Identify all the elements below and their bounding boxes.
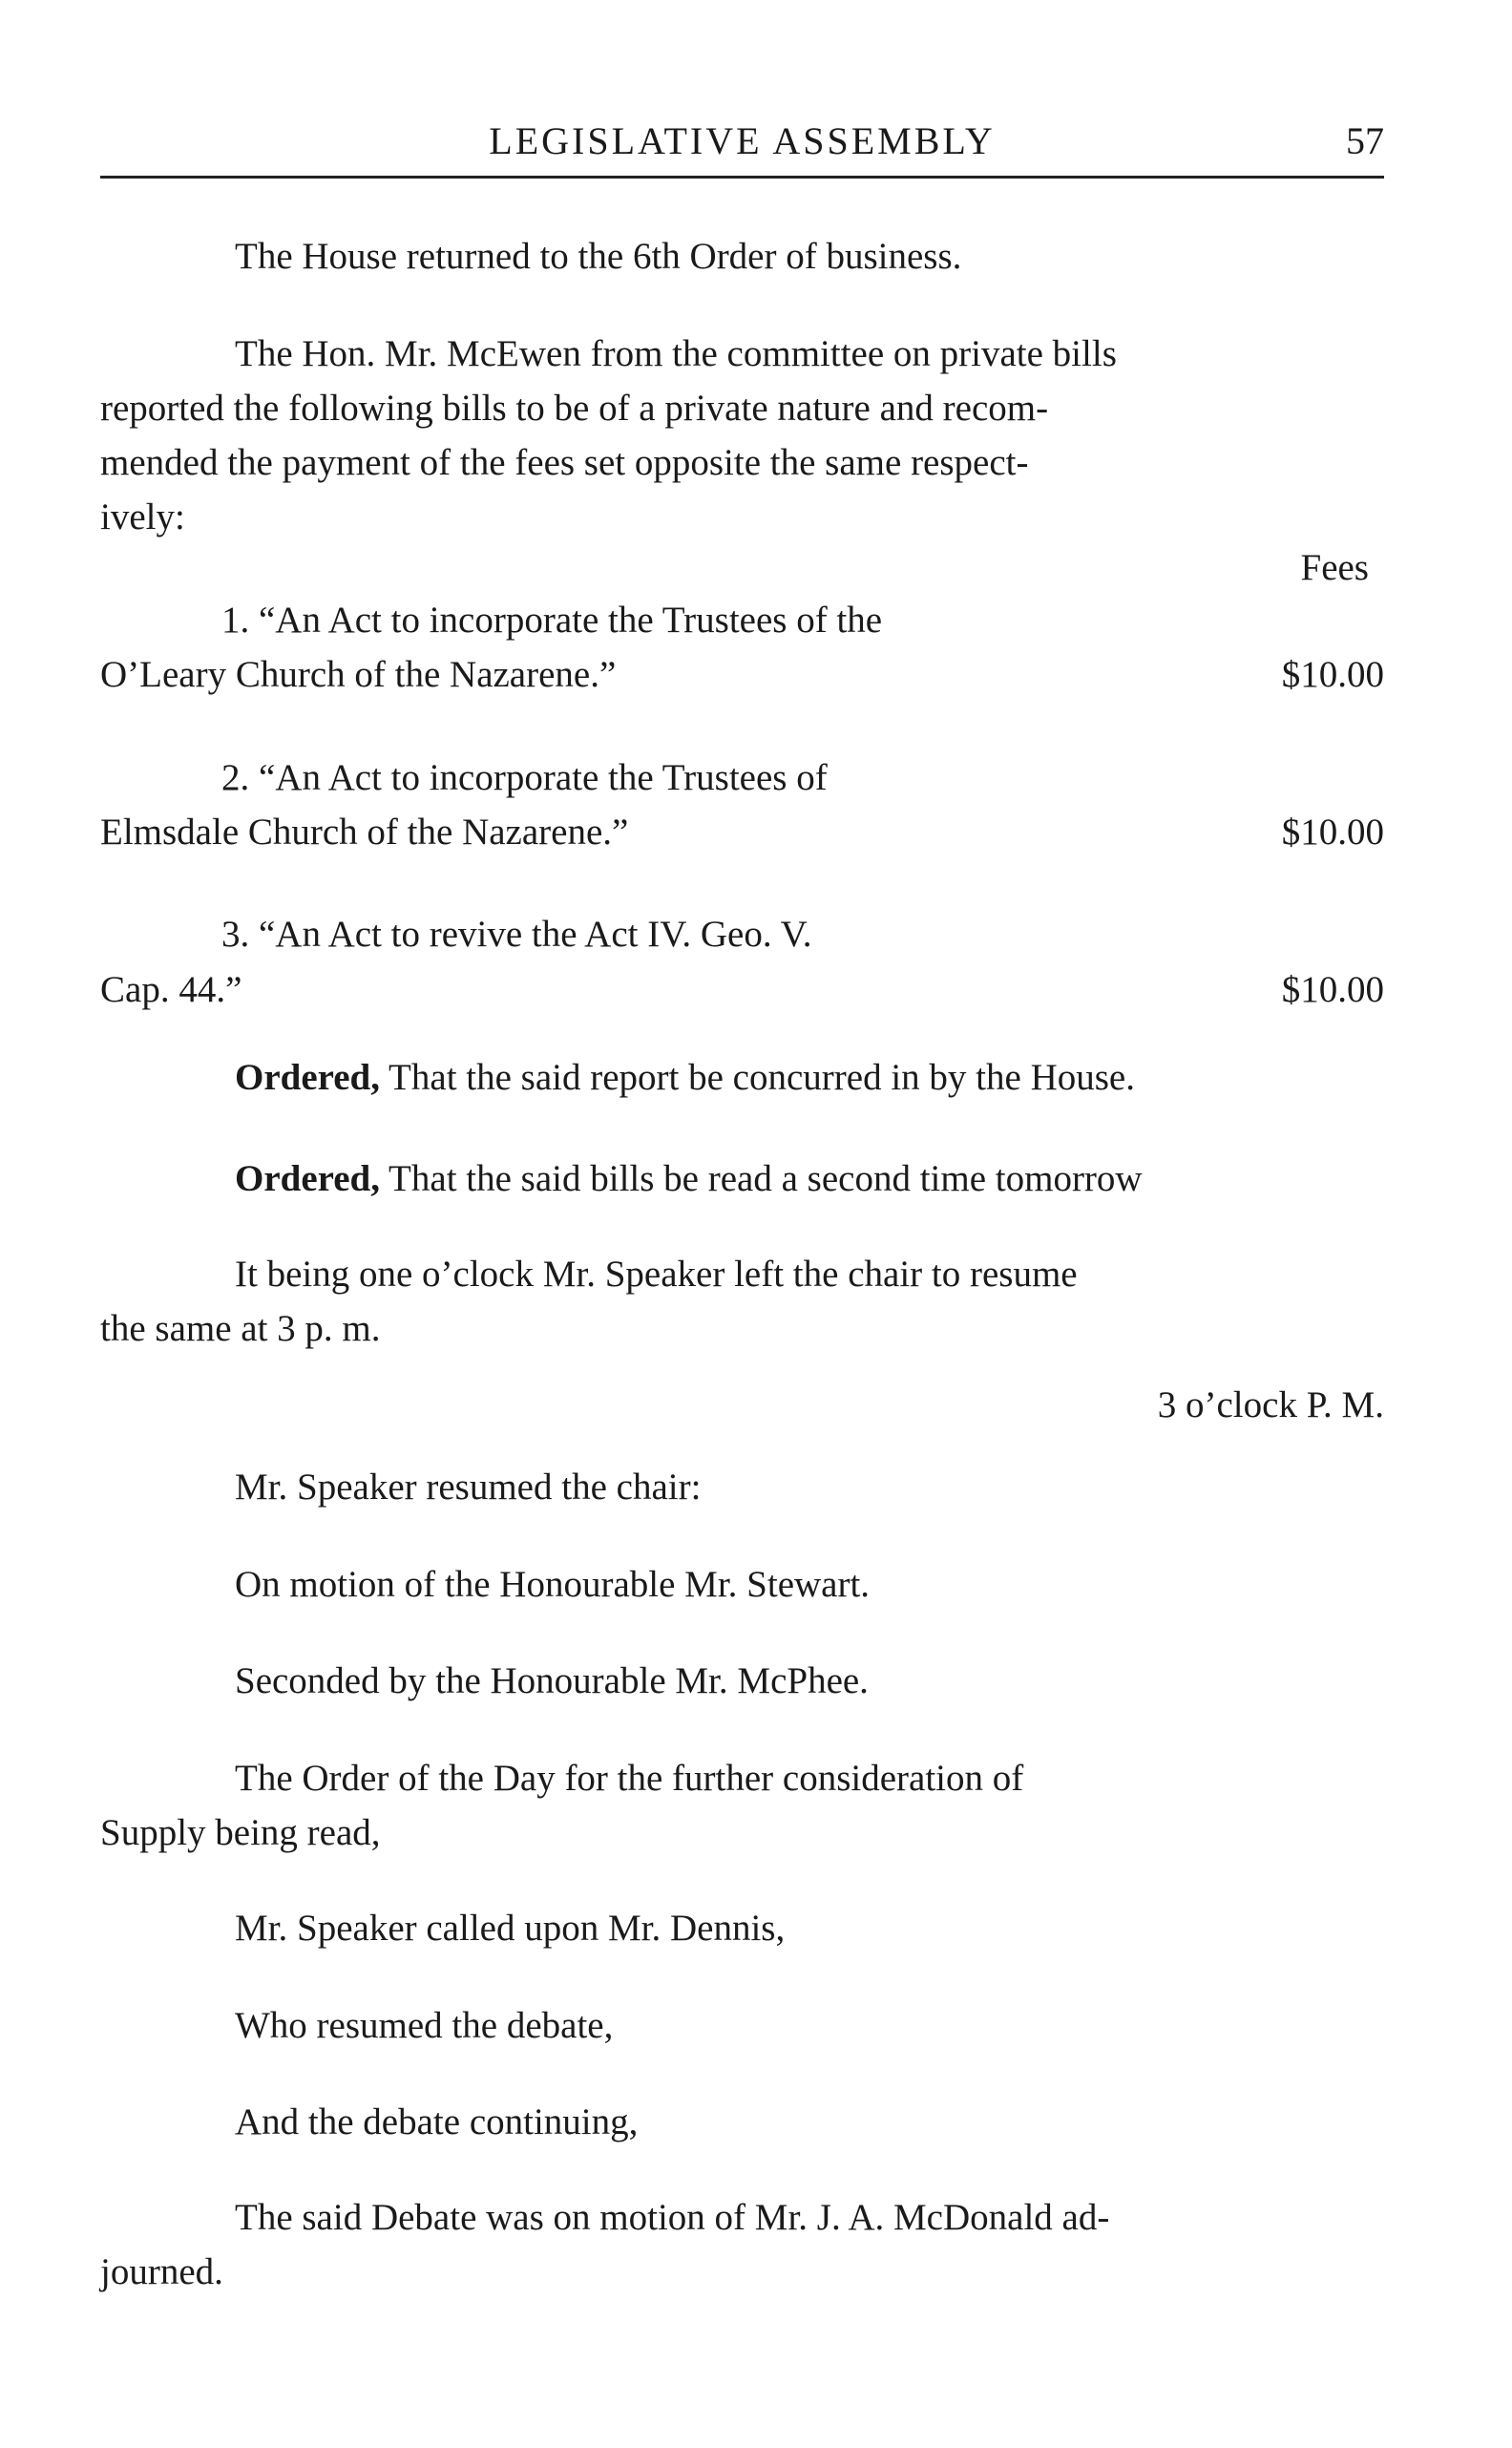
ordered-label: Ordered, bbox=[235, 1158, 381, 1199]
line: mended the payment of the fees set opposite the same respect- bbox=[100, 442, 1029, 483]
line: the same at 3 p. m. bbox=[100, 1308, 381, 1349]
bill-fee: $10.00 bbox=[1281, 969, 1384, 1010]
bill-title-line: 2. “An Act to incorporate the Trustees of bbox=[221, 757, 828, 798]
line: The Hon. Mr. McEwen from the committee on private bills bbox=[235, 333, 1117, 374]
line: journed. bbox=[100, 2251, 223, 2292]
line: reported the following bills to be of a private nature and recom- bbox=[100, 388, 1049, 429]
paragraph-called: Mr. Speaker called upon Mr. Dennis, bbox=[235, 1908, 786, 1949]
line: The Order of the Day for the further consideration of bbox=[235, 1758, 1024, 1799]
paragraph-motion: On motion of the Honourable Mr. Stewart. bbox=[235, 1564, 871, 1605]
bill-fee: $10.00 bbox=[1281, 812, 1384, 853]
paragraph-continuing: And the debate continuing, bbox=[235, 2101, 639, 2142]
bill-title-line: 1. “An Act to incorporate the Trustees of the bbox=[221, 600, 883, 641]
paragraph-resumed: Mr. Speaker resumed the chair: bbox=[235, 1467, 702, 1508]
paragraph-returned: The House returned to the 6th Order of business. bbox=[235, 236, 962, 277]
bill-title-line: 3. “An Act to revive the Act IV. Geo. V. bbox=[221, 914, 812, 955]
ordered-text: That the said report be concurred in by the House. bbox=[380, 1057, 1135, 1098]
line: The said Debate was on motion of Mr. J. A. McDonald ad- bbox=[235, 2197, 1110, 2238]
ordered-second-reading bbox=[235, 1151, 1143, 1206]
bill-title-line: O’Leary Church of the Nazarene.” bbox=[100, 654, 617, 695]
bill-fee: $10.00 bbox=[1281, 654, 1384, 695]
ordered-label: Ordered, bbox=[235, 1057, 381, 1098]
paragraph-who-resumed: Who resumed the debate, bbox=[235, 2005, 614, 2046]
ordered-report-concurred bbox=[235, 1050, 1135, 1105]
line: It being one o’clock Mr. Speaker left the chair to resume bbox=[235, 1254, 1078, 1295]
paragraph-seconded: Seconded by the Honourable Mr. McPhee. bbox=[235, 1660, 869, 1701]
fees-column-label: Fees bbox=[1300, 547, 1369, 588]
page-header bbox=[100, 113, 1384, 179]
running-title: LEGISLATIVE ASSEMBLY bbox=[489, 119, 996, 162]
ordered-text: That the said bills be read a second time tomorrow bbox=[380, 1158, 1143, 1199]
bill-title-line: Elmsdale Church of the Nazarene.” bbox=[100, 812, 629, 853]
line: Supply being read, bbox=[100, 1812, 381, 1853]
page-number: 57 bbox=[1346, 119, 1384, 162]
bill-title-line: Cap. 44.” bbox=[100, 969, 242, 1010]
line: ively: bbox=[100, 496, 185, 538]
time-heading: 3 o’clock P. M. bbox=[1157, 1384, 1384, 1425]
